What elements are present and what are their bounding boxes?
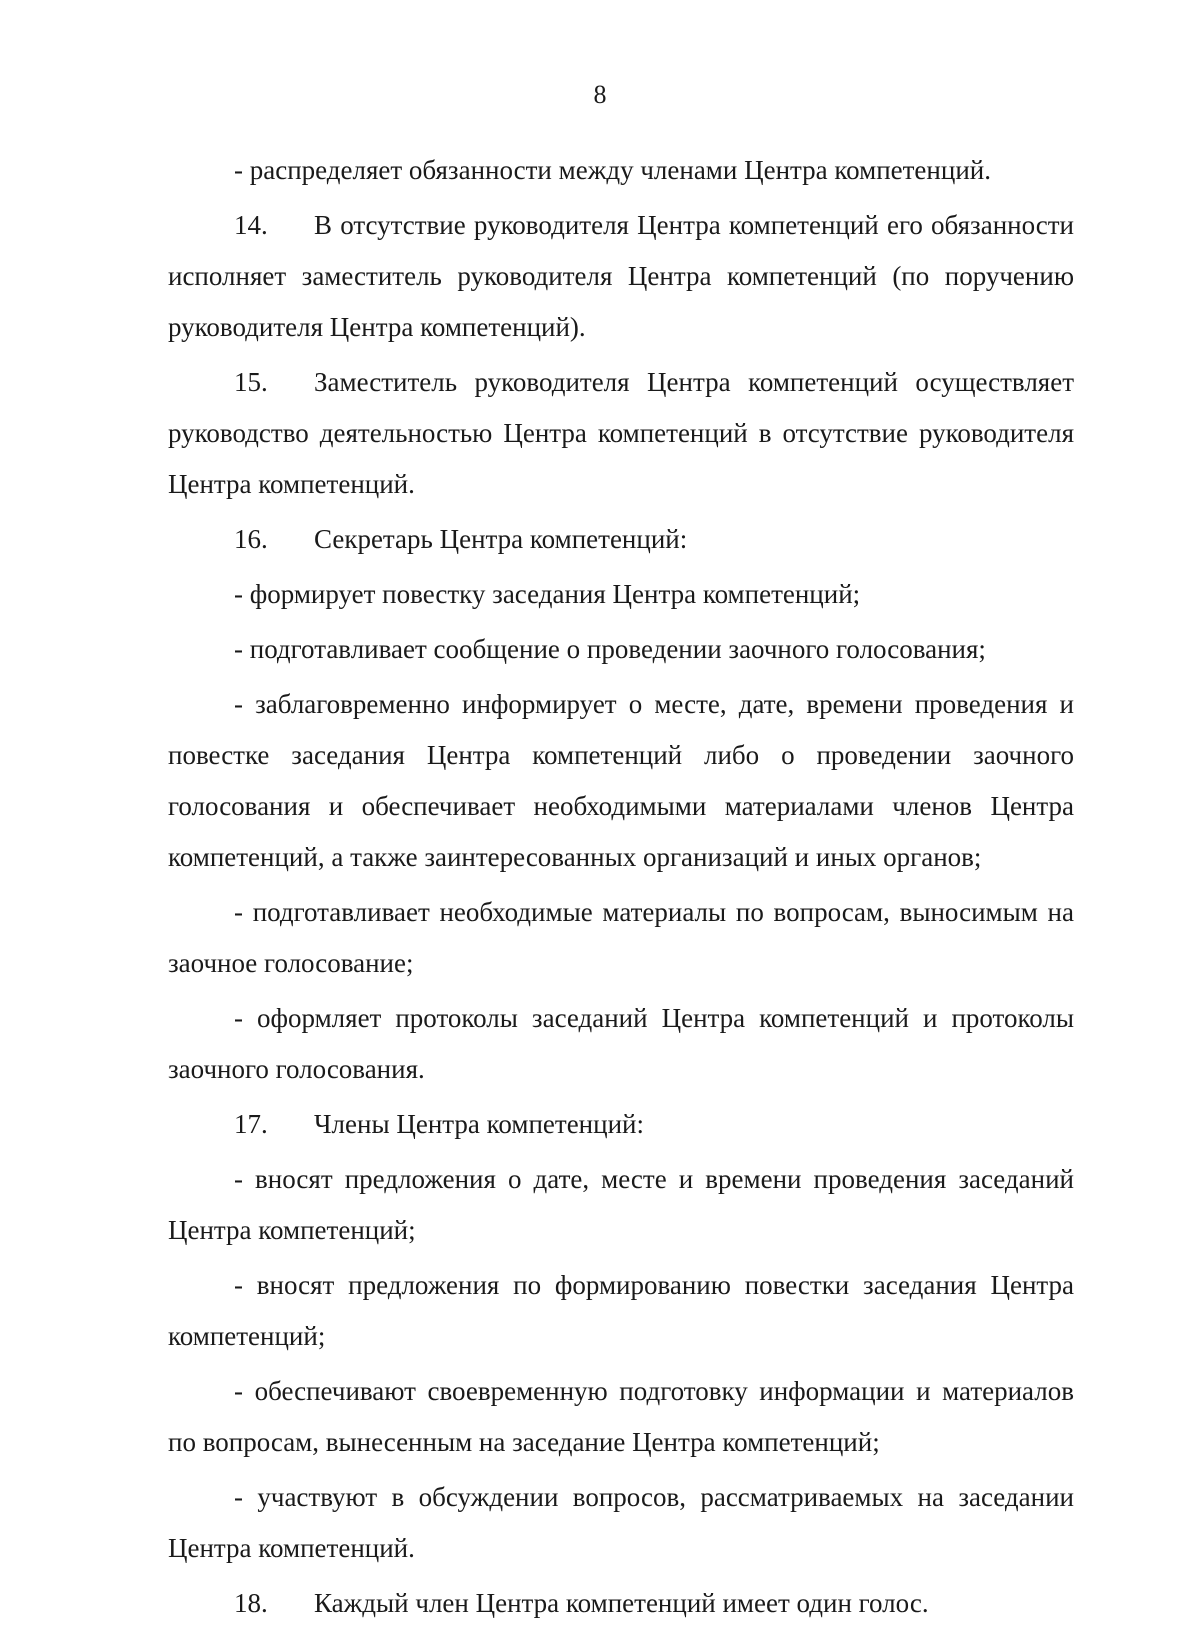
page-number: 8 [593,80,607,109]
paragraph-bullet: - обеспечивают своевременную подготовку информации и материалов по вопросам, вынесенным на заседание Центра компетенций; [168,1376,1074,1457]
paragraph-text: Каждый член Центра компетенций имеет один голос. [314,1588,929,1618]
paragraph-15 [168,357,1074,514]
paragraph-text: Члены Центра компетенций: [314,1109,644,1139]
paragraph-text: Секретарь Центра компетенций: [314,524,688,554]
paragraph-number: 16. [234,524,268,554]
paragraph-text: Заместитель руководителя Центра компетенций осуществляет руководство деятельностью Центра компетенций в отсутствие руководителя Центра компетенций. [168,367,1074,499]
paragraph-text: В отсутствие руководителя Центра компетенций его обязанности исполняет заместитель руководителя Центра компетенций (по поручению руководителя Центра компетенций). [168,210,1074,342]
paragraph-bullet: - подготавливает необходимые материалы по вопросам, выносимым на заочное голосование; [168,897,1074,978]
paragraph-bullet: - вносят предложения о дате, месте и времени проведения заседаний Центра компетенций; [168,1164,1074,1245]
paragraph-bullet: - вносят предложения по формированию повестки заседания Центра компетенций; [168,1270,1074,1351]
paragraph-bullet: - формирует повестку заседания Центра компетенций; [234,579,861,609]
paragraph-bullet: - распределяет обязанности между членами Центра компетенций. [234,155,991,185]
paragraph-bullet: - заблаговременно информирует о месте, дате, времени проведения и повестке заседания Центра компетенций либо о проведении заочного голосования и обеспечивает необходимыми материалами членов Центра компетенций, а также заинтересованных организаций и иных органов; [168,689,1074,872]
paragraph-16 [168,514,1074,569]
paragraph-bullet: - участвуют в обсуждении вопросов, рассматриваемых на заседании Центра компетенций. [168,1482,1074,1563]
paragraph-17 [168,1099,1074,1154]
paragraph-18 [168,1578,1074,1633]
document-body [168,145,1074,1633]
paragraph-bullet: - подготавливает сообщение о проведении заочного голосования; [234,634,986,664]
paragraph-14 [168,200,1074,357]
paragraph-number: 17. [234,1109,268,1139]
paragraph-bullet: - оформляет протоколы заседаний Центра компетенций и протоколы заочного голосования. [168,1003,1074,1084]
paragraph-number: 15. [234,367,268,397]
paragraph-number: 14. [234,210,268,240]
paragraph-number: 18. [234,1588,268,1618]
